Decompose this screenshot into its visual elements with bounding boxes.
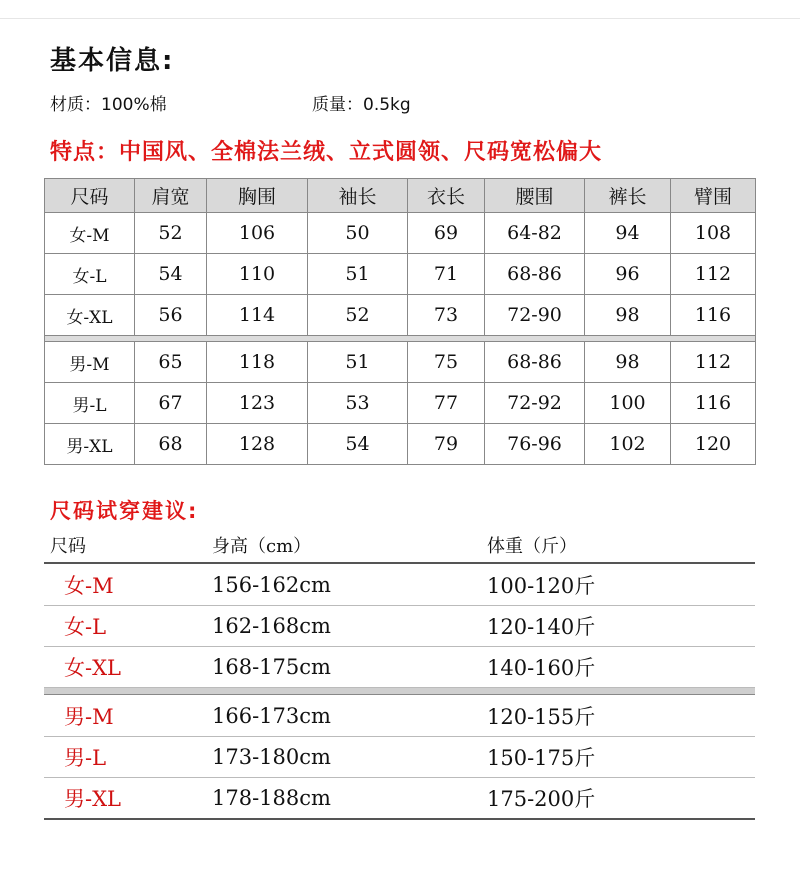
size-cell: 男-XL	[45, 424, 135, 465]
advice-separator	[44, 688, 755, 695]
size-cell: 女-L	[45, 254, 135, 295]
value-cell: 108	[671, 213, 756, 254]
value-cell: 68-86	[485, 254, 585, 295]
size-cell: 女-M	[45, 213, 135, 254]
table-row	[45, 383, 756, 424]
value-cell: 79	[408, 424, 485, 465]
value-cell: 56	[135, 295, 207, 336]
value-cell: 110	[207, 254, 308, 295]
size-cell: 男-M	[45, 342, 135, 383]
fit-advice-title: 尺码试穿建议:	[50, 499, 199, 523]
value-cell: 75	[408, 342, 485, 383]
advice-height: 166-173cm	[212, 704, 331, 728]
value-cell: 96	[585, 254, 671, 295]
value-cell: 94	[585, 213, 671, 254]
table-row	[45, 254, 756, 295]
header-length: 衣长	[408, 179, 485, 213]
header-shoulder: 肩宽	[135, 179, 207, 213]
advice-header	[44, 528, 755, 564]
table-row	[45, 295, 756, 336]
value-cell: 64-82	[485, 213, 585, 254]
value-cell: 120	[671, 424, 756, 465]
header-size: 尺码	[45, 179, 135, 213]
value-cell: 102	[585, 424, 671, 465]
advice-weight: 120-140斤	[487, 615, 596, 639]
value-cell: 67	[135, 383, 207, 424]
advice-size: 男-XL	[64, 787, 121, 811]
header-sleeve: 袖长	[308, 179, 408, 213]
value-cell: 68-86	[485, 342, 585, 383]
value-cell: 52	[308, 295, 408, 336]
size-table-header	[45, 179, 756, 213]
table-row	[45, 213, 756, 254]
top-divider	[0, 18, 800, 19]
advice-size: 男-L	[64, 746, 107, 770]
value-cell: 128	[207, 424, 308, 465]
value-cell: 50	[308, 213, 408, 254]
advice-row	[44, 737, 755, 778]
value-cell: 98	[585, 342, 671, 383]
advice-height: 162-168cm	[212, 614, 331, 638]
value-cell: 54	[135, 254, 207, 295]
value-cell: 72-90	[485, 295, 585, 336]
header-chest: 胸围	[207, 179, 308, 213]
material-text: 材质：100%棉	[50, 95, 167, 115]
size-table	[44, 178, 756, 465]
value-cell: 53	[308, 383, 408, 424]
size-cell: 男-L	[45, 383, 135, 424]
advice-row	[44, 778, 755, 820]
table-row	[45, 424, 756, 465]
size-cell: 女-XL	[45, 295, 135, 336]
value-cell: 77	[408, 383, 485, 424]
value-cell: 123	[207, 383, 308, 424]
value-cell: 98	[585, 295, 671, 336]
advice-size: 女-M	[64, 574, 114, 598]
value-cell: 100	[585, 383, 671, 424]
basic-info-title: 基本信息:	[50, 46, 175, 76]
value-cell: 114	[207, 295, 308, 336]
value-cell: 112	[671, 254, 756, 295]
value-cell: 54	[308, 424, 408, 465]
advice-header-weight: 体重（斤）	[487, 536, 577, 557]
header-arm: 臂围	[671, 179, 756, 213]
advice-size: 女-XL	[64, 656, 121, 680]
advice-height: 178-188cm	[212, 786, 331, 810]
value-cell: 116	[671, 383, 756, 424]
advice-weight: 140-160斤	[487, 656, 596, 680]
advice-height: 168-175cm	[212, 655, 331, 679]
advice-row	[44, 565, 755, 606]
advice-height: 173-180cm	[212, 745, 331, 769]
value-cell: 106	[207, 213, 308, 254]
advice-row	[44, 606, 755, 647]
value-cell: 51	[308, 254, 408, 295]
advice-weight: 120-155斤	[487, 705, 596, 729]
weight-text: 质量：0.5kg	[312, 95, 411, 115]
advice-header-height: 身高（cm）	[212, 536, 312, 557]
advice-row	[44, 647, 755, 688]
value-cell: 51	[308, 342, 408, 383]
advice-weight: 150-175斤	[487, 746, 596, 770]
advice-weight: 175-200斤	[487, 787, 596, 811]
header-waist: 腰围	[485, 179, 585, 213]
value-cell: 118	[207, 342, 308, 383]
value-cell: 65	[135, 342, 207, 383]
features-text: 特点：中国风、全棉法兰绒、立式圆领、尺码宽松偏大	[50, 140, 603, 165]
value-cell: 116	[671, 295, 756, 336]
advice-header-size: 尺码	[50, 536, 86, 557]
header-pants-length: 裤长	[585, 179, 671, 213]
value-cell: 71	[408, 254, 485, 295]
value-cell: 52	[135, 213, 207, 254]
advice-height: 156-162cm	[212, 573, 331, 597]
value-cell: 68	[135, 424, 207, 465]
value-cell: 112	[671, 342, 756, 383]
value-cell: 72-92	[485, 383, 585, 424]
advice-row	[44, 696, 755, 737]
value-cell: 73	[408, 295, 485, 336]
value-cell: 69	[408, 213, 485, 254]
value-cell: 76-96	[485, 424, 585, 465]
advice-size: 女-L	[64, 615, 107, 639]
table-row	[45, 342, 756, 383]
advice-size: 男-M	[64, 705, 114, 729]
advice-weight: 100-120斤	[487, 574, 596, 598]
